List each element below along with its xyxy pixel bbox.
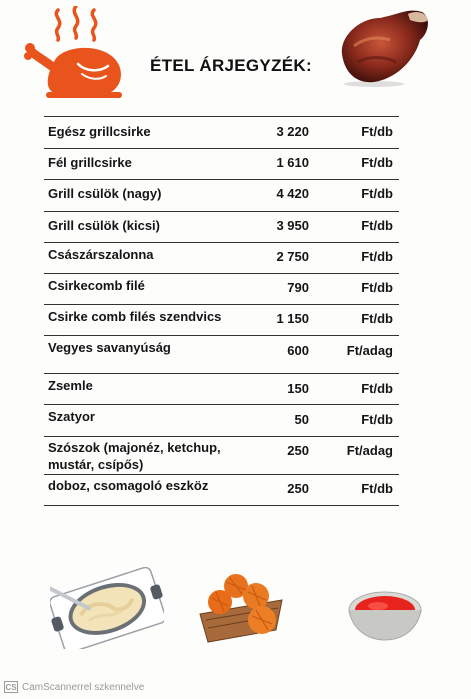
item-price: 250 [287,481,309,496]
camscanner-logo: CS [5,683,17,692]
item-price: 250 [287,443,309,458]
item-name: Császárszalonna [48,247,154,262]
table-row [44,211,399,242]
item-name: Csirkecomb filé [48,278,145,293]
table-row [44,373,399,404]
table-row [44,335,399,373]
table-row [44,148,399,179]
table-row [44,242,399,273]
mashed-potato-pot-photo [50,567,164,649]
item-name: Egész grillcsirke [48,124,151,139]
item-unit: Ft/db [361,124,393,139]
item-price: 150 [287,381,309,396]
item-name-line1: Szószok (majonéz, ketchup, [48,440,221,455]
table-row [44,116,399,148]
table-row [44,436,399,474]
item-unit: Ft/db [361,412,393,427]
item-price: 3 950 [276,218,309,233]
bread-rolls-basket-photo [196,572,286,650]
item-name: Vegyes savanyúság [48,340,171,355]
ketchup-bowl-photo [346,588,424,644]
item-price: 790 [287,280,309,295]
item-price: 2 750 [276,249,309,264]
item-price: 1 150 [276,311,309,326]
item-unit: Ft/db [361,249,393,264]
item-name: Zsemle [48,378,93,393]
item-name: Csirke comb filés szendvics [48,309,222,324]
item-name: Szatyor [48,409,95,424]
item-name: Grill csülök (nagy) [48,186,162,201]
table-row [44,304,399,335]
item-unit: Ft/db [361,155,393,170]
table-row [44,404,399,436]
table-row [44,273,399,304]
table-row [44,179,399,211]
watermark-text: CamScannerrel szkennelve [22,681,145,693]
item-name: doboz, csomagoló eszköz [48,478,209,493]
pork-knuckle-photo [334,6,434,88]
item-price: 3 220 [276,124,309,139]
item-price: 1 610 [276,155,309,170]
item-name: Fél grillcsirke [48,155,132,170]
item-unit: Ft/adag [346,443,393,458]
price-table [44,116,399,506]
item-unit: Ft/db [361,186,393,201]
item-unit: Ft/db [361,218,393,233]
item-name-line2: mustár, csípős) [48,457,144,472]
item-unit: Ft/db [361,481,393,496]
item-unit: Ft/db [361,280,393,295]
item-price: 600 [287,343,309,358]
roast-chicken-icon [24,6,128,102]
item-unit: Ft/db [361,381,393,396]
item-unit: Ft/adag [346,343,393,358]
item-unit: Ft/db [361,311,393,326]
item-name: Grill csülök (kicsi) [48,218,160,233]
page-title: ÉTEL ÁRJEGYZÉK: [150,56,312,75]
table-row [44,474,399,506]
item-price: 50 [294,412,309,427]
camscanner-watermark [4,681,144,693]
item-price: 4 420 [276,186,309,201]
